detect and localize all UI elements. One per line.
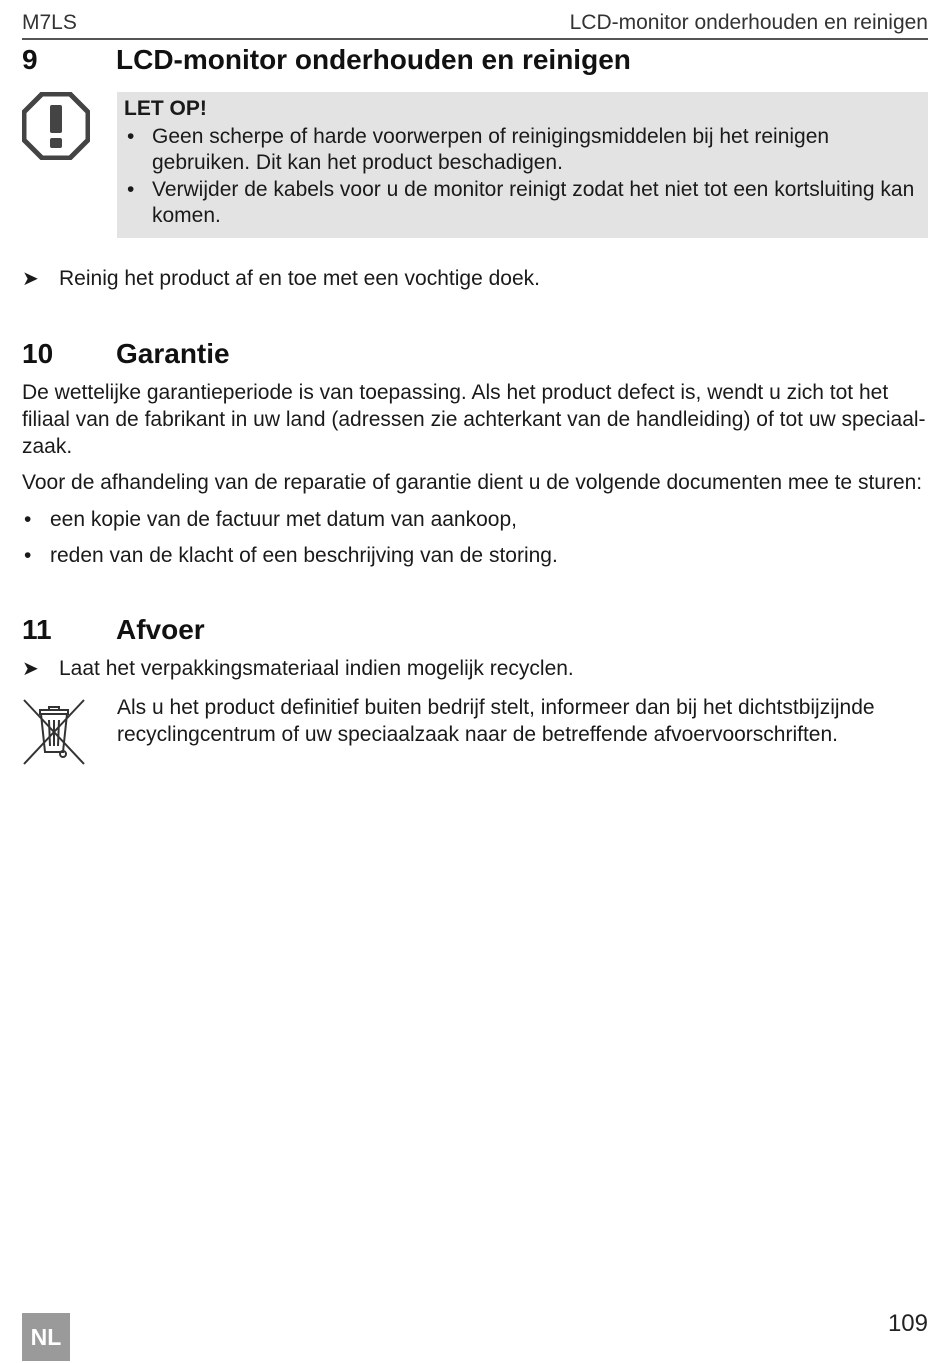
header-model: M7LS <box>22 11 77 34</box>
documents-paragraph: Voor de afhandeling van de reparatie of garantie dient u de volgende documenten mee te sturen: <box>22 471 923 494</box>
crossed-bin-icon <box>22 698 86 766</box>
page-number: 109 <box>887 1310 928 1337</box>
list-item: • een kopie van de factuur met datum van aankoop, <box>22 506 928 533</box>
section-title: LCD-monitor onderhouden en reinigen <box>116 44 631 75</box>
language-badge: NL <box>22 1313 70 1361</box>
warranty-paragraph: De wettelijke garantieperiode is van toepassing. Als het product defect is, wendt u zich tot het filiaal van de fabrikant in uw land (adressen zie achterkant van de handleiding) of tot uw speciaal-zaak. <box>22 381 926 458</box>
section-title: Garantie <box>116 338 230 369</box>
instruction-step <box>22 656 574 681</box>
section-number: 9 <box>22 44 38 75</box>
notice-title: LET OP! <box>124 97 207 120</box>
section-11-heading <box>22 614 205 646</box>
notice-item: • Verwijder de kabels voor u de monitor reinigt zodat het niet tot een kortsluiting kan komen. <box>124 177 924 229</box>
header-chapter: LCD-monitor onderhouden en reinigen <box>569 11 928 34</box>
instruction-text: Reinig het product af en toe met een vochtige doek. <box>59 266 540 290</box>
warning-icon <box>22 92 90 160</box>
disposal-text: Als u het product definitief buiten bedrijf stelt, informeer dan bij het dichtstbijzijnde recyclingcentrum of uw speciaalzaak naar de betreffende afvoervoorschriften. <box>117 696 875 746</box>
notice-box <box>117 92 928 238</box>
instruction-text: Laat het verpakkingsmateriaal indien mogelijk recyclen. <box>59 656 574 680</box>
documents-list <box>22 506 928 578</box>
running-header <box>22 8 928 40</box>
arrow-icon: ➤ <box>22 658 39 680</box>
instruction-step <box>22 266 540 291</box>
notice-list <box>124 124 924 230</box>
section-10-heading <box>22 338 230 370</box>
arrow-icon: ➤ <box>22 268 39 290</box>
section-number: 10 <box>22 338 54 369</box>
notice-item: • Geen scherpe of harde voorwerpen of reinigingsmiddelen bij het reinigen gebruiken. Dit kan het product beschadigen. <box>124 124 924 176</box>
section-title: Afvoer <box>116 614 205 645</box>
section-number: 11 <box>22 614 52 645</box>
list-item: • reden van de klacht of een beschrijving van de storing. <box>22 542 928 569</box>
section-9-heading <box>22 44 631 76</box>
